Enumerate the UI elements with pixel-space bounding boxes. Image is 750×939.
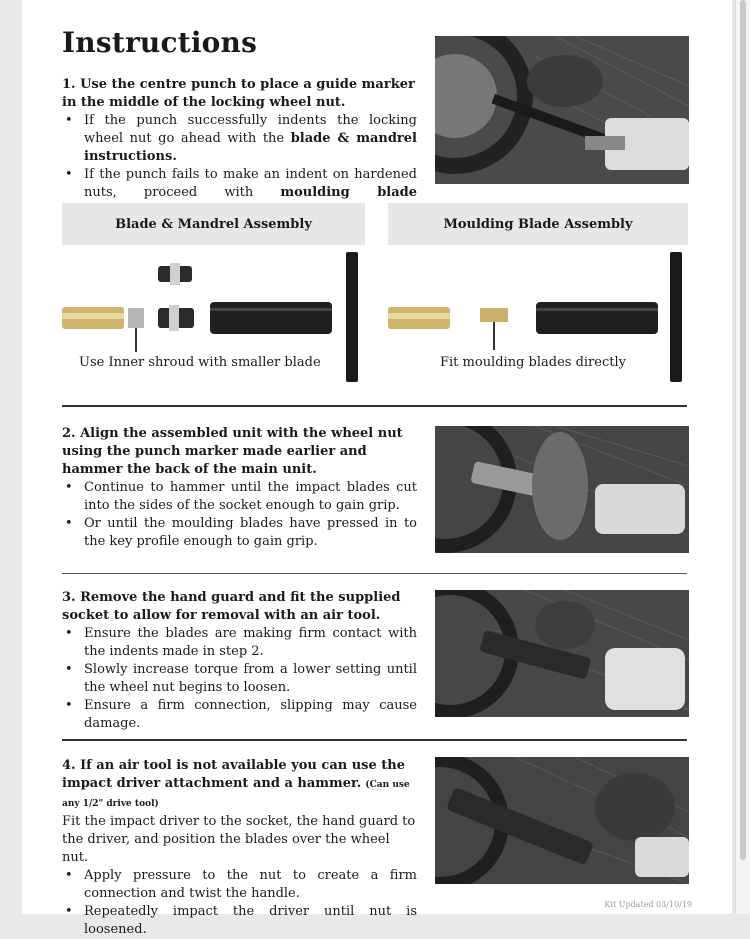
step-1-bullet-1-text: If the punch successfully indents the locking wheel nut go ahead with the: [84, 113, 417, 146]
step-2: [62, 425, 417, 551]
main-unit-part-2: [536, 302, 658, 334]
step-3-bullet-3: • Ensure a firm connection, slipping may cause damage.: [62, 697, 417, 733]
moulding-blade-caption: Fit moulding blades directly: [440, 355, 626, 370]
hand-guard-part-2: [670, 252, 682, 382]
moulding-blade-assembly-title: Moulding Blade Assembly: [388, 203, 688, 245]
step-4-note: (Can use any 1/2" drive tool): [62, 780, 410, 809]
document-page: [22, 0, 732, 937]
divider-1: [62, 405, 687, 407]
main-unit-part: [210, 302, 332, 334]
step-3-bullet-2: • Slowly increase torque from a lower setting until the wheel nut begins to loosen.: [62, 661, 417, 697]
mandrel-part: [128, 308, 144, 328]
step-2-lead: 2. Align the assembled unit with the wheel nut using the punch marker made earlier and hammer the back of the main unit.: [62, 426, 403, 477]
step-3: [62, 589, 417, 733]
vertical-scrollbar[interactable]: [735, 0, 750, 914]
step-1: [62, 76, 417, 220]
step-4-lead: 4. If an air tool is not available you can use the impact driver attachment and a hammer.: [62, 758, 406, 791]
step-2-bullet-1: • Continue to hammer until the impact blades cut into the sides of the socket enough to gain grip.: [62, 479, 417, 515]
photo-hammer-unit: [435, 426, 689, 553]
moulding-blade-part: [480, 308, 508, 322]
step-1-lead: 1. Use the centre punch to place a guide marker in the middle of the locking wheel nut.: [62, 77, 415, 110]
step-3-lead: 3. Remove the hand guard and fit the supplied socket to allow for removal with an air tool.: [62, 590, 401, 623]
photo-impact-driver: [435, 757, 689, 884]
scrollbar-thumb[interactable]: [740, 0, 746, 860]
divider-3: [62, 739, 687, 741]
kit-updated-footer: Kit Updated 03/10/19: [604, 900, 692, 909]
photo-centre-punch: [435, 36, 689, 184]
page-title: Instructions: [62, 26, 258, 59]
divider-2: [62, 573, 687, 574]
blade-mandrel-caption: Use Inner shroud with smaller blade: [79, 355, 321, 370]
step-4-body: Fit the impact driver to the socket, the hand guard to the driver, and position the blades over the wheel nut.: [62, 814, 416, 865]
blade-mandrel-assembly-title: Blade & Mandrel Assembly: [62, 203, 365, 245]
step-1-bullet-1-bold: blade & mandrel instructions.: [84, 131, 417, 164]
step-1-bullet-2-bold: moulding blade: [280, 185, 418, 200]
photo-air-tool: [435, 590, 689, 717]
hand-guard-part: [346, 252, 358, 382]
step-3-bullet-1: • Ensure the blades are making firm contact with the indents made in step 2.: [62, 625, 417, 661]
step-4-bullet-2: • Repeatedly impact the driver until nut is loosened.: [62, 903, 417, 939]
step-1-bullet-2-text: If the punch fails to make an indent on hardened nuts, proceed with: [84, 167, 417, 200]
step-4-bullet-1: • Apply pressure to the nut to create a firm connection and twist the handle.: [62, 867, 417, 903]
step-2-bullet-2: • Or until the moulding blades have pressed in to the key profile enough to gain grip.: [62, 515, 417, 551]
step-1-bullet-1: [62, 112, 417, 166]
step-4: [62, 757, 417, 939]
